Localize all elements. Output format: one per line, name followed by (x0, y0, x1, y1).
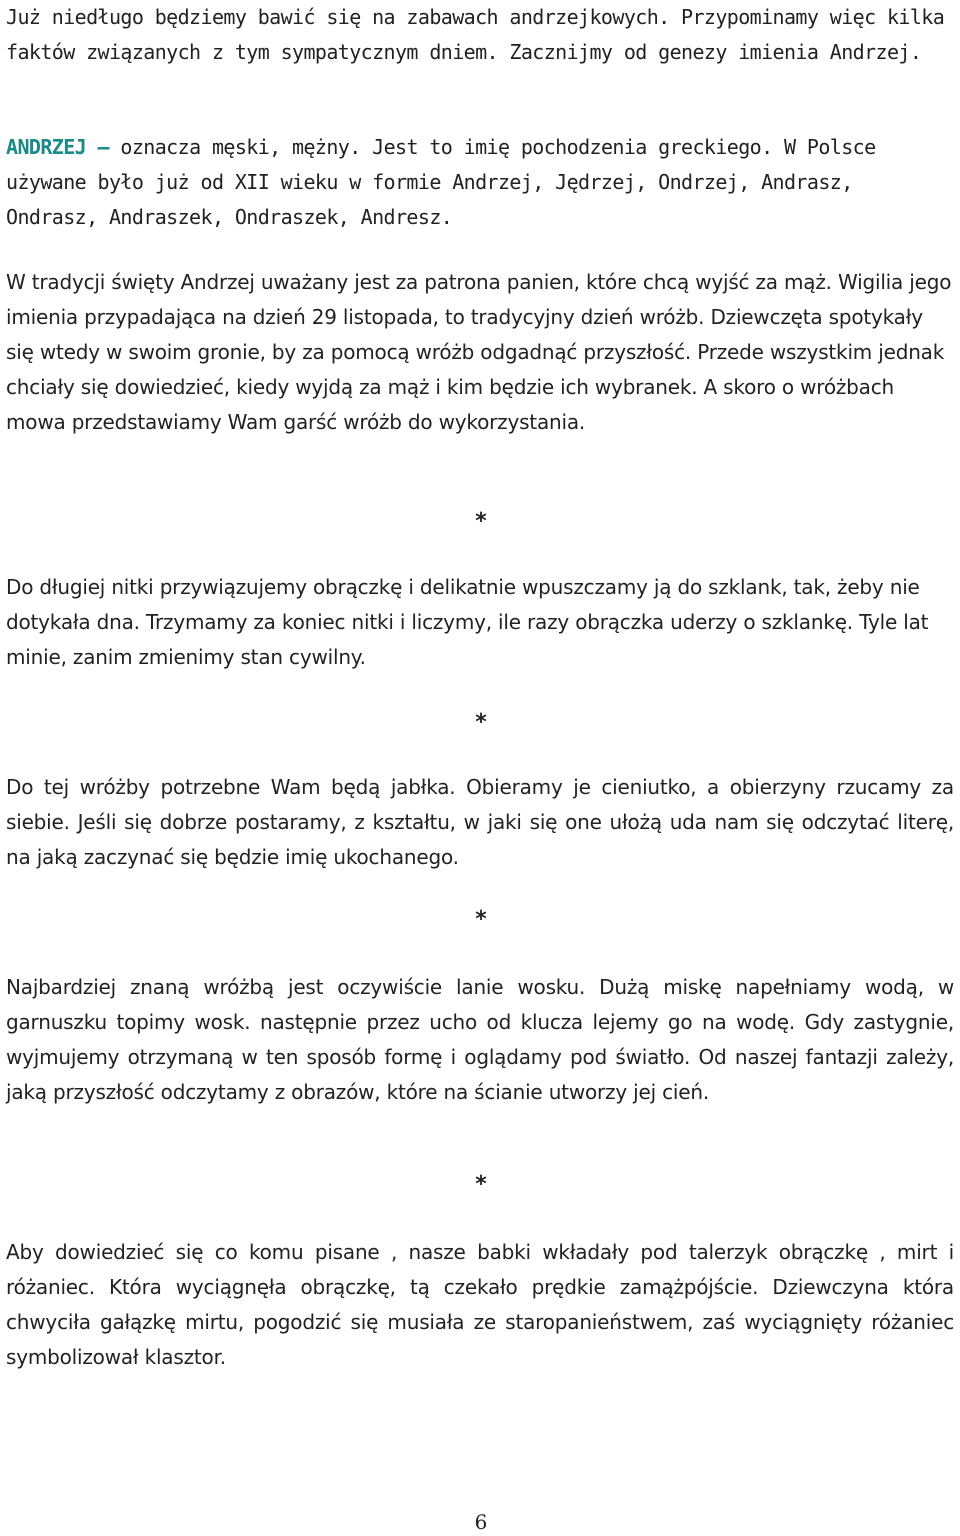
separator-asterisk-1: * (475, 509, 487, 534)
name-heading: ANDRZEJ (6, 135, 87, 159)
page-number: 6 (474, 1510, 488, 1534)
separator-asterisk-3: * (475, 907, 487, 932)
separator-asterisk-2: * (475, 710, 487, 735)
tradition-paragraph: W tradycji święty Andrzej uważany jest za patrona panien, które chcą wyjść za mąż. Wigilia jego imienia przypadająca na dzień 29 listopada, to tradycyjny dzień wróżb. Dziewczęta spotykały się wtedy w swoim gronie, by za pomocą wróżb odgadnąć przyszłość. Przede wszystkim jednak chciały się dowiedzieć, kiedy wyjdą za mąż i kim będzie ich wybranek. A skoro o wróżbach mowa przedstawiamy Wam garść wróżb do wykorzystania. (6, 270, 952, 434)
name-origin-text: oznacza męski, mężny. Jest to imię pochodzenia greckiego. W Polsce używane było już od XII wieku w formie Andrzej, Jędrzej, Ondrzej, Andrasz, Ondrasz, Andraszek, Ondraszek, Andresz. (6, 135, 876, 229)
fortune-wax-paragraph: Najbardziej znaną wróżbą jest oczywiście lanie wosku. Dużą miskę napełniamy wodą, w garnuszku topimy wosk. następnie przez ucho od klucza lejemy go na wodę. Gdy zastygnie, wyjmujemy otrzymaną w ten sposób formę i oglądamy pod światło. Od naszej fantazji zależy, jaką przyszłość odczytamy z obrazów, które na ścianie utworzy jej cień. (6, 975, 954, 1104)
name-origin-paragraph (6, 130, 954, 235)
name-dash: – (86, 135, 121, 159)
fortune-apple-paragraph: Do tej wróżby potrzebne Wam będą jabłka. Obieramy je cieniutko, a obierzyny rzucamy za siebie. Jeśli się dobrze postaramy, z kształtu, w jaki się one ułożą uda nam się odczytać literę, na jaką zaczynać się będzie imię ukochanego. (6, 775, 954, 869)
separator-asterisk-4: * (475, 1172, 487, 1197)
document-page (6, 0, 956, 1536)
fortune-plate-paragraph: Aby dowiedzieć się co komu pisane , nasze babki wkładały pod talerzyk obrączkę , mirt i różaniec. Która wyciągnęła obrączkę, tą czekało prędkie zamążpójście. Dziewczyna która chwyciła gałązkę mirtu, pogodzić się musiała ze staropanieństwem, zaś wyciągnięty różaniec symbolizował klasztor. (6, 1240, 954, 1369)
intro-paragraph: Już niedługo będziemy bawić się na zabawach andrzejkowych. Przypominamy więc kilka faktów związanych z tym sympatycznym dniem. Zacznijmy od genezy imienia Andrzej. (6, 5, 945, 64)
fortune-ring-paragraph: Do długiej nitki przywiązujemy obrączkę i delikatnie wpuszczamy ją do szklank, tak, żeby nie dotykała dna. Trzymamy za koniec nitki i liczymy, ile razy obrączka uderzy o szklankę. Tyle lat minie, zanim zmienimy stan cywilny. (6, 575, 929, 669)
